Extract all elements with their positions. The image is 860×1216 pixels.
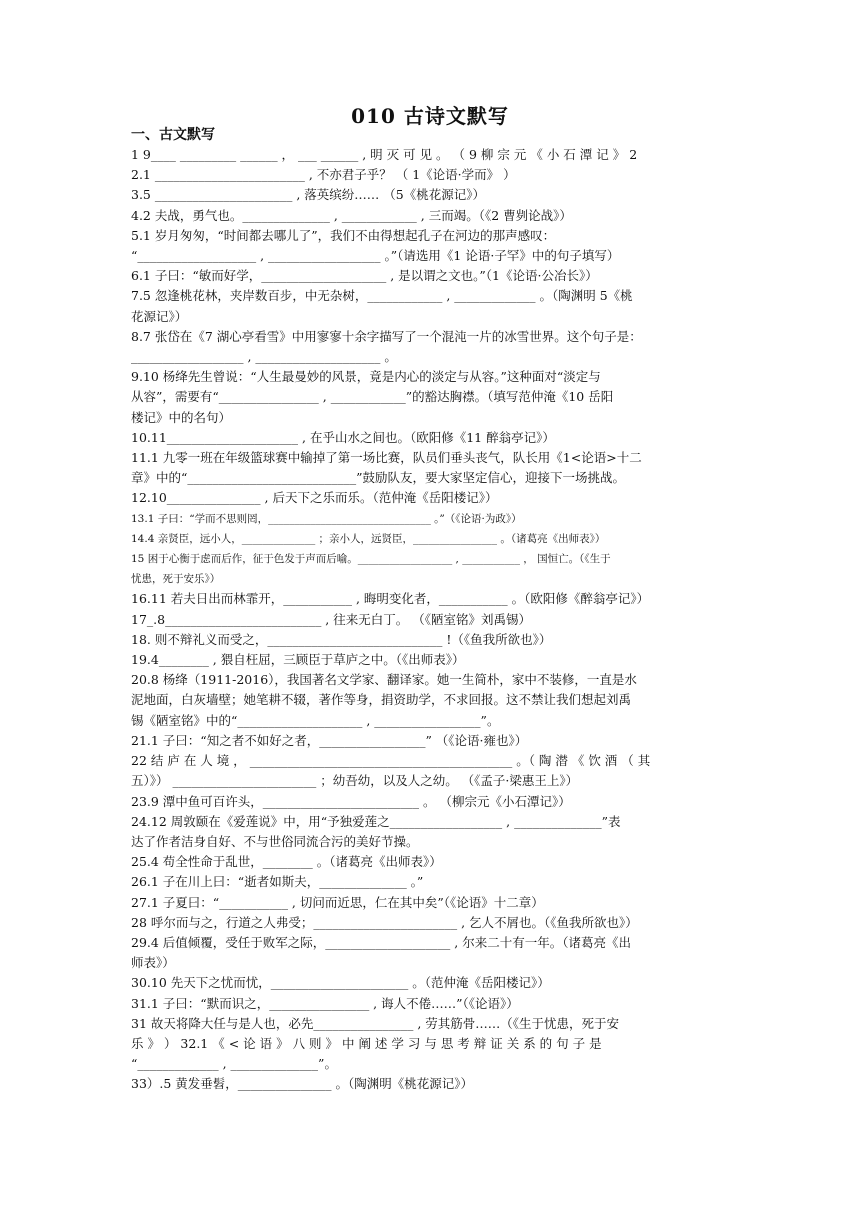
question-line: 13.1 子曰：“学而不思则罔，_______________________________ 。”（《论语·为政》） xyxy=(131,512,522,525)
question-line: 16.11 若夫日出而林霏开，___________ , 晦明变化者，___________ 。（欧阳修《醉翁亭记》） xyxy=(131,591,650,607)
question-line: __________________ , ____________________ 。 xyxy=(131,349,397,365)
question-line: 章》中的“___________________________”鼓励队友，要大家坚定信心，迎接下一场挑战。 xyxy=(131,470,626,486)
question-line: 锡《陋室铭》中的“____________________ , _________________”。 xyxy=(131,712,500,728)
question-line: 1 9____ _________ ______ ， ___ ______ , 明 灭 可 见 。 （ 9 柳 宗 元 《 小 石 潭 记 》 2 xyxy=(131,147,638,162)
section-heading: 一、古文默写 xyxy=(131,127,215,143)
question-line: 5.1 岁月匆匆，“时间都去哪儿了”，我们不由得想起孔子在河边的那声感叹： xyxy=(131,227,556,243)
question-line: 乐 》 ） 32.1 《 < 论 语 》 八 则 》 中 阐 述 学 习 与 思 考 辩 证 关 系 的 句 子 是 xyxy=(131,1035,602,1051)
question-line: “___________________ , __________________ 。”（请选用《1 论语·子罕》中的句子填写） xyxy=(131,248,620,264)
question-line: 33）.5 黄发垂髫，_______________ 。（陶渊明《桃花源记》） xyxy=(131,1076,474,1092)
question-line: 23.9 潭中鱼可百许头，_________________________ 。 （柳宗元《小石潭记》） xyxy=(131,793,571,809)
question-line: 25.4 苟全性命于乱世，________ 。（诸葛亮《出师表》） xyxy=(131,854,442,870)
question-line: 6.1 子曰：“敏而好学，____________________ , 是以谓之文也。”（1《论语·公冶长》） xyxy=(131,268,598,284)
question-line: 达了作者洁身自好、不与世俗同流合污的美好节操。 xyxy=(131,833,419,849)
question-line: 10.11_____________________ , 在乎山水之间也。（欧阳修《11 醉翁亭记》） xyxy=(131,429,555,445)
question-line: 7.5 忽逢桃花林，夹岸数百步，中无杂树，____________ , _____________ 。（陶渊明 5《桃 xyxy=(131,288,633,304)
question-line: 28 呼尔而与之，行道之人弗受；_______________________ , 乞人不屑也。（《鱼我所欲也》） xyxy=(131,914,638,930)
page-title: 010 古诗文默写 xyxy=(351,104,509,128)
question-line: 8.7 张岱在《7 湖心亭看雪》中用寥寥十余字描写了一个混沌一片的冰雪世界。这个句子是： xyxy=(131,328,642,344)
question-line: “_____________ , ______________”。 xyxy=(131,1056,337,1072)
question-line: 22 结 庐 在 人 境 ， __________________________________________ 。（ 陶 潜 《 饮 酒 （ 其 xyxy=(131,753,651,769)
question-line: 9.10 杨绛先生曾说：“人生最曼妙的风景，竟是内心的淡定与从容。”这种面对“淡定与 xyxy=(131,369,601,385)
question-line: 26.1 子在川上曰：“逝者如斯夫，______________ 。” xyxy=(131,874,424,890)
question-line: 27.1 子夏曰：“___________ , 切问而近思，仁在其中矣”（《论语》十二章） xyxy=(131,894,544,910)
question-line: 20.8 杨绛（1911-2016），我国著名文学家、翻译家。她一生简朴，家中不装修，一直是水 xyxy=(131,672,637,688)
question-line: 18. 则不辩礼义而受之，____________________________ !（《鱼我所欲也》） xyxy=(131,631,552,647)
question-line: 从容”，需要有“________________ , ____________”的豁达胸襟。（填写范仲淹《10 岳阳 xyxy=(131,389,614,405)
question-line: 29.4 后值倾覆，受任于败军之际，____________________ , 尔来二十有一年。（诸葛亮《出 xyxy=(131,934,631,950)
question-line: 24.12 周敦颐在《爱莲说》中，用“予独爱莲之__________________ , ______________”表 xyxy=(131,813,621,829)
question-line: 花源记》） xyxy=(131,308,188,324)
question-line: 五）》） _______________________ ；幼吾幼，以及人之幼。 （《孟子·梁惠王上》） xyxy=(131,773,579,789)
question-line: 12.10_______________ , 后天下之乐而乐。（范仲淹《岳阳楼记》） xyxy=(131,490,498,506)
question-line: 泥地面，白灰墙壁；她笔耕不辍，著作等身，捐资助学，不求回报。这不禁让我们想起刘禹 xyxy=(131,692,632,708)
question-line: 31 故天将降大任与是人也，必先________________ , 劳其筋骨……（《生于忧患，死于安 xyxy=(131,1015,620,1031)
question-line: 4.2 夫战，勇气也。______________ , ____________ , 三而竭。（《2 曹刿论战》） xyxy=(131,207,572,223)
question-line: 3.5 ______________________ , 落英缤纷…… （5《桃花源记》） xyxy=(131,187,485,203)
question-line: 15 困于心衡于虑而后作，征于色发于声而后喻。__________________ , ___________ ， 国恒亡。（《生于 xyxy=(131,553,611,566)
question-line: 2.1 ________________________ , 不亦君子乎？ （ 1《论语·学而》 ） xyxy=(131,167,516,183)
question-line: 14.4 亲贤臣，远小人，______________ ；亲小人，远贤臣，________________ 。（诸葛亮《出师表》） xyxy=(131,532,606,545)
question-line: 忧患，死于安乐》） xyxy=(131,573,221,586)
question-line: 30.10 先天下之忧而忧，______________________ 。（范仲淹《岳阳楼记》） xyxy=(131,975,550,991)
question-line: 师表》） xyxy=(131,955,175,971)
question-line: 楼记》中的名句） xyxy=(131,409,232,425)
question-line: 19.4________ , 猥自枉屈，三顾臣于草庐之中。（《出师表》） xyxy=(131,652,465,668)
question-list xyxy=(131,145,735,1095)
question-line: 17_.8_________________________ , 往来无白丁。 （《陋室铭》刘禹锡） xyxy=(131,611,531,627)
question-line: 11.1 九零一班在年级篮球赛中输掉了第一场比赛，队员们垂头丧气，队长用《1<论语>十二 xyxy=(131,450,642,466)
question-line: 21.1 子曰：“知之者不如好之者，_________________” （《论语·雍也》） xyxy=(131,732,528,748)
question-line: 31.1 子曰：“默而识之，________________ , 诲人不倦……”（《论语》） xyxy=(131,995,519,1011)
